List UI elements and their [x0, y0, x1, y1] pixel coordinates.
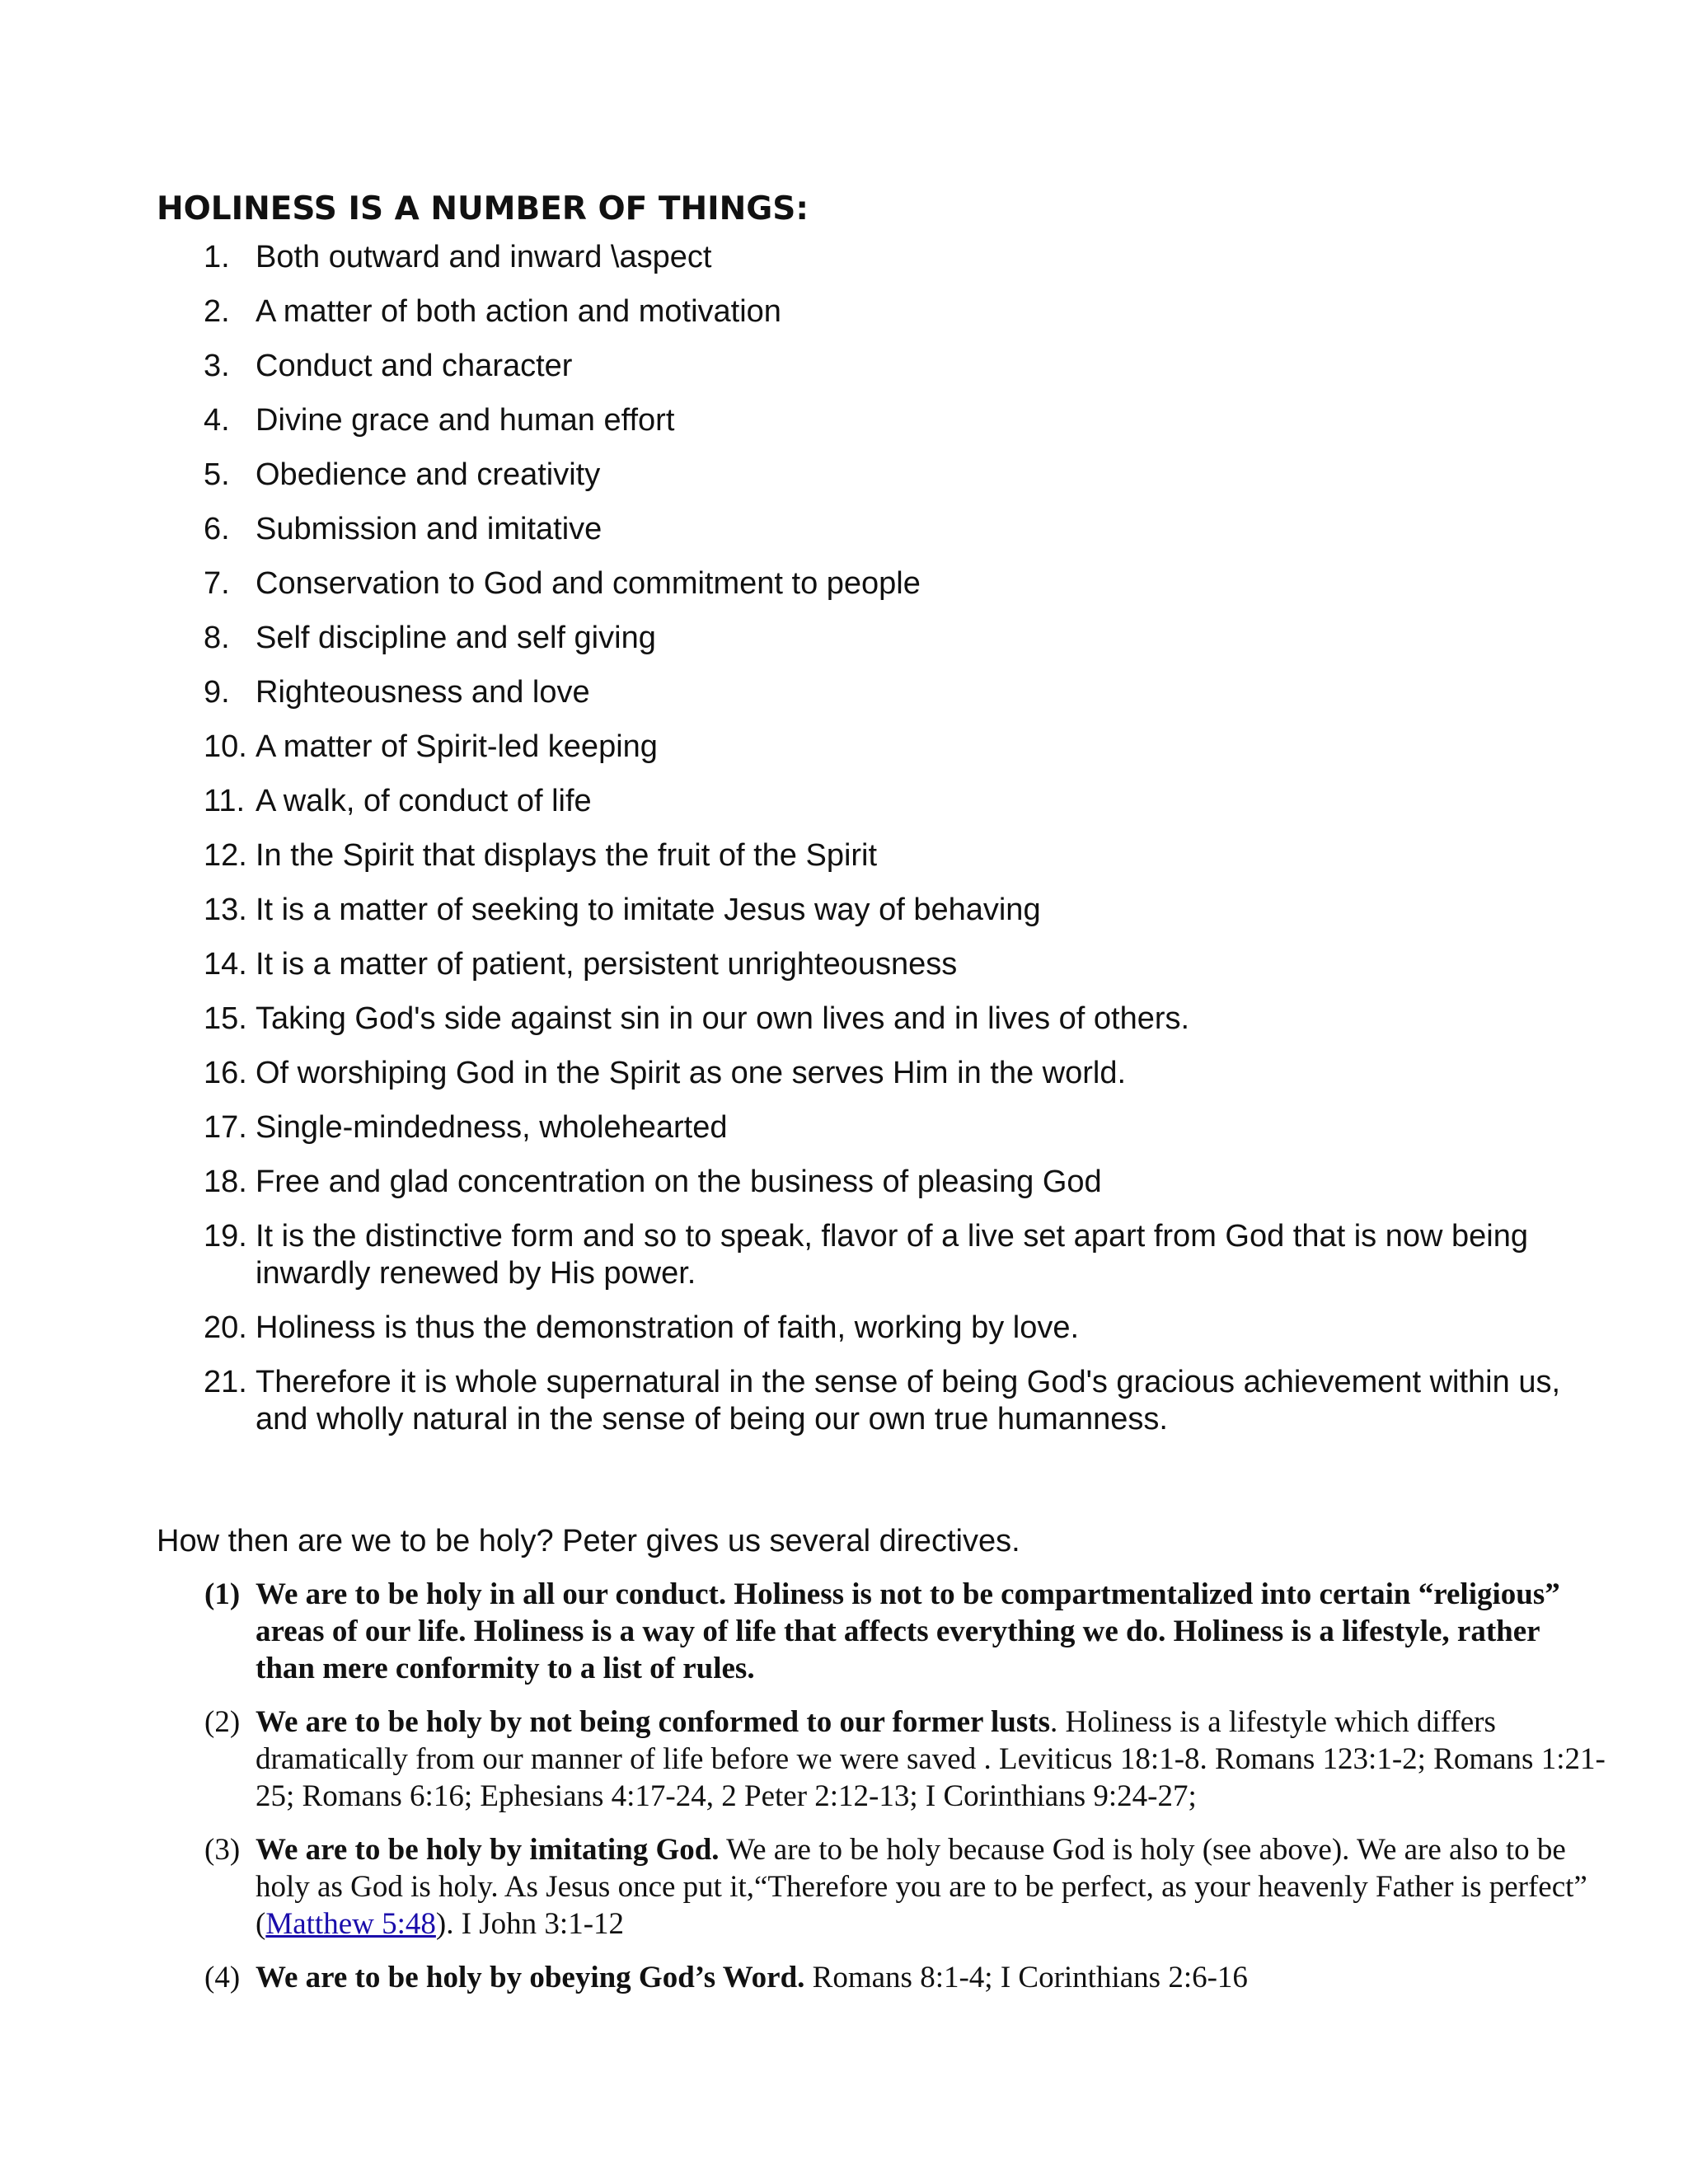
directive-item	[0, 1576, 1688, 1687]
list-item	[0, 729, 1688, 766]
directive-item	[0, 1959, 1688, 1996]
directive-text: We are to be holy in all our conduct. Holiness is not to be compartmentalized into certain “religious” areas of our life. Holiness is a way of life that affects everything we do. Holiness is a lifestyle, rather than mere conformity to a list of rules.	[256, 1577, 1560, 1685]
directive-bold-text: We are to be holy by imitating God.	[256, 1833, 720, 1867]
list-item	[0, 620, 1688, 657]
section-heading: HOLINESS IS A NUMBER OF THINGS:	[157, 190, 809, 227]
directive-item	[0, 1704, 1688, 1815]
directive-item	[0, 1831, 1688, 1943]
holiness-list	[0, 239, 1688, 1455]
directive-number: (3)	[204, 1833, 241, 1867]
list-item	[0, 239, 1688, 276]
list-number: 6.	[204, 512, 230, 546]
directive-number: (4)	[204, 1961, 241, 1994]
list-text: Both outward and inward \aspect	[256, 240, 712, 274]
list-item	[0, 511, 1688, 548]
list-text: Divine grace and human effort	[256, 403, 675, 438]
list-number: 16.	[204, 1056, 247, 1090]
list-number: 11.	[204, 784, 246, 818]
list-number: 21.	[204, 1365, 247, 1399]
list-number: 17.	[204, 1110, 247, 1145]
list-text: In the Spirit that displays the fruit of the Spirit	[256, 838, 878, 873]
list-text: It is the distinctive form and so to speak, flavor of a live set apart from God that is now being inwardly renewed by His power.	[256, 1219, 1528, 1291]
list-text: Righteousness and love	[256, 675, 590, 710]
list-text: A matter of Spirit-led keeping	[256, 729, 658, 764]
list-text: Free and glad concentration on the business of pleasing God	[256, 1165, 1102, 1199]
directives-list	[0, 1576, 1688, 2013]
list-number: 20.	[204, 1310, 247, 1345]
list-item	[0, 1164, 1688, 1201]
list-number: 14.	[204, 947, 247, 982]
list-item	[0, 783, 1688, 820]
list-item	[0, 892, 1688, 929]
list-item	[0, 1218, 1688, 1292]
list-number: 2.	[204, 294, 230, 329]
list-number: 4.	[204, 403, 230, 438]
directive-number: (2)	[204, 1705, 241, 1739]
list-number: 18.	[204, 1165, 247, 1199]
list-text: It is a matter of patient, persistent unrighteousness	[256, 947, 958, 982]
list-number: 13.	[204, 893, 247, 927]
list-item	[0, 293, 1688, 330]
list-item	[0, 1001, 1688, 1038]
list-text: Taking God's side against sin in our own lives and in lives of others.	[256, 1001, 1190, 1036]
list-number: 8.	[204, 621, 230, 655]
list-text: Conduct and character	[256, 349, 573, 383]
list-text: Self discipline and self giving	[256, 621, 656, 655]
list-item	[0, 1055, 1688, 1092]
intro-paragraph: How then are we to be holy? Peter gives us several directives.	[157, 1524, 1020, 1558]
list-item	[0, 1364, 1688, 1438]
list-text: Single-mindedness, wholehearted	[256, 1110, 728, 1145]
directive-number: (1)	[204, 1577, 241, 1611]
list-text: Submission and imitative	[256, 512, 603, 546]
list-item	[0, 348, 1688, 385]
directive-bold-text: We are to be holy by obeying God’s Word.	[256, 1961, 805, 1994]
list-number: 19.	[204, 1219, 247, 1254]
list-item	[0, 674, 1688, 711]
list-item	[0, 457, 1688, 494]
list-item	[0, 837, 1688, 874]
list-item	[0, 1109, 1688, 1146]
directive-text: . Holiness is a lifestyle which differs dramatically from our manner of life before we were saved . Leviticus 18:1-8. Romans 123:1-2; Romans 1:21-25; Romans 6:16; Ephesians 4:17-24, 2 Peter 2:12-13; I Corinthians 9:24-27;	[256, 1705, 1606, 1813]
directive-text-after: ). I John 3:1-12	[435, 1907, 625, 1941]
list-text: A matter of both action and motivation	[256, 294, 781, 329]
directive-bold-text: We are to be holy by not being conformed to our former lusts	[256, 1705, 1051, 1739]
list-number: 7.	[204, 566, 230, 601]
list-item	[0, 565, 1688, 602]
list-text: A walk, of conduct of life	[256, 784, 592, 818]
list-number: 12.	[204, 838, 247, 873]
list-text: Obedience and creativity	[256, 457, 601, 492]
list-number: 10.	[204, 729, 247, 764]
list-number: 15.	[204, 1001, 247, 1036]
list-number: 9.	[204, 675, 230, 710]
list-text: Of worshiping God in the Spirit as one serves Him in the world.	[256, 1056, 1127, 1090]
list-text: Therefore it is whole supernatural in the sense of being God's gracious achievement within us, and wholly natural in the sense of being our own true humanness.	[256, 1365, 1561, 1436]
list-number: 5.	[204, 457, 230, 492]
list-number: 1.	[204, 240, 230, 274]
list-number: 3.	[204, 349, 230, 383]
directive-text: Romans 8:1-4; I Corinthians 2:6-16	[804, 1961, 1248, 1994]
list-text: It is a matter of seeking to imitate Jesus way of behaving	[256, 893, 1041, 927]
list-item	[0, 402, 1688, 439]
list-item	[0, 946, 1688, 983]
list-text: Holiness is thus the demonstration of faith, working by love.	[256, 1310, 1080, 1345]
scripture-link[interactable]: Matthew 5:48	[265, 1907, 436, 1941]
list-item	[0, 1310, 1688, 1347]
directive-text: We are to be holy because God is holy (see above). We are also to be holy as God is holy. As Jesus once put it,“Therefore you are to be perfect, as your heavenly Father is perfect” (	[256, 1833, 1587, 1941]
list-text: Conservation to God and commitment to people	[256, 566, 921, 601]
